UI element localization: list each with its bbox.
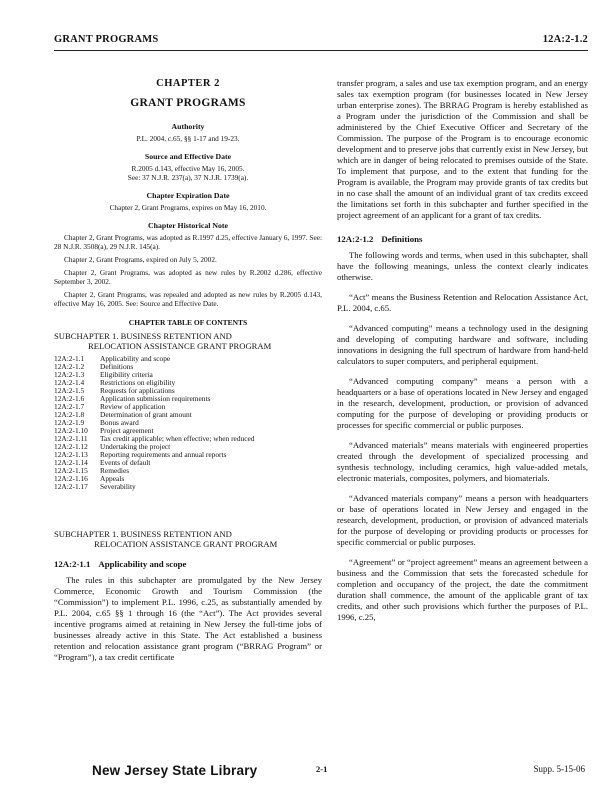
source-heading: Source and Effective Date: [144, 152, 232, 161]
toc-entry-number: 12A:2-1.13: [54, 450, 88, 459]
toc-entry[interactable]: [54, 355, 254, 363]
section-number: 12A:2-1.1: [54, 559, 91, 569]
right-column: [337, 78, 588, 632]
chapter-title: GRANT PROGRAMS: [130, 97, 246, 109]
toc-entry-title: Events of default: [100, 458, 151, 467]
running-header: [54, 34, 588, 48]
authority-text: P.L. 2004, c.65, §§ 1-17 and 19-23.: [136, 134, 240, 143]
toc-subchapter-line-1: SUBCHAPTER 1. BUSINESS RETENTION AND: [54, 331, 232, 341]
toc-entry-title: Application submission requirements: [100, 394, 211, 403]
toc-entry-number: 12A:2-1.7: [54, 402, 85, 411]
toc-entry[interactable]: [54, 363, 254, 371]
subchapter-title: [54, 529, 322, 549]
source-line-2: See: 37 N.J.R. 237(a), 37 N.J.R. 1739(a).: [127, 173, 249, 182]
page-number: 2-1: [316, 764, 328, 774]
section-heading-1-1: [54, 559, 322, 569]
definition-paragraph: “Advanced materials” means materials with engineered properties created through the development of specialized processing and synthesis technology, including ceramics, high value-added metals, electronic materials, composites, polymers, and biomaterials.: [337, 440, 588, 483]
section-number: 12A:2-1.2: [337, 234, 374, 244]
header-section-number: 12A:2-1.2: [542, 34, 588, 45]
toc-entry-title: Undertaking the project: [100, 442, 171, 451]
toc-heading: CHAPTER TABLE OF CONTENTS: [128, 318, 248, 327]
toc-entry-number: 12A:2-1.14: [54, 458, 88, 467]
library-stamp: New Jersey State Library: [92, 763, 258, 778]
body-paragraph-continued: transfer program, a sales and use tax exemption program, and an energy sales tax exemption program (for businesses located in New Jersey urban enterprise zones). The BRRAG Program is hereby established as a Program under the jurisdiction of the Commission and shall be administered by the Chief Executive Officer and Secretary of the Commission. The purpose of the Program is to encourage economic development and to preserve jobs that currently exist in New Jersey, but which are in danger of being relocated to premises outside of the State. To implement that purpose, and to the extent that funding for the Program is available, the Program may provide grants of tax credits but in no case shall the amount of an individual grant of tax credits exceed the limitations set forth in this subchapter and further specified in the project agreement of an applicant for a grant of tax credits.: [337, 78, 588, 220]
history-note: Chapter 2, Grant Programs, expired on July 5, 2002.: [64, 255, 217, 264]
toc-entry-number: 12A:2-1.6: [54, 394, 85, 403]
toc-entry-title: Reporting requirements and annual reports: [100, 450, 227, 459]
section-title: Applicability and scope: [98, 559, 187, 569]
history-note: Chapter 2, Grant Programs, was adopted as R.1997 d.25, effective January 6, 1997. See: 28 N.J.R. 3508(a), 29 N.J.R. 145(a).: [54, 233, 322, 251]
definition-paragraph: “Act” means the Business Retention and Relocation Assistance Act, P.L. 2004, c.65.: [337, 292, 588, 313]
toc-entry-number: 12A:2-1.9: [54, 418, 85, 427]
toc-entry-title: Review of application: [100, 402, 166, 411]
body-paragraph: The rules in this subchapter are promulgated by the New Jersey Commerce, Economic Growth and Tourism Commission (the “Commission”) to implement P.L. 1996, c.25, as substantially amended by P.L. 2004, c.65 §§ 1 through 16 (the “Act”). The Act provides several incentive programs aimed at retaining in New Jersey the full-time jobs of businesses already active in this State. The Act established a business retention and relocation assistance grant program (“BRRAG Program” or “Program”), a tax credit certificate: [54, 575, 322, 662]
history-heading: Chapter Historical Note: [148, 221, 228, 230]
left-column: [54, 78, 322, 671]
toc-entry-title: Definitions: [100, 362, 134, 371]
authority-heading: Authority: [171, 122, 205, 131]
page-footer: [0, 763, 616, 783]
toc-entry-number: 12A:2-1.12: [54, 442, 88, 451]
header-rule: [54, 50, 588, 51]
definition-paragraph: The following words and terms, when used in this subchapter, shall have the following meanings, unless the context clearly indicates otherwise.: [337, 250, 588, 282]
toc-entry-title: Tax credit applicable; when effective; when reduced: [100, 434, 255, 443]
toc-subchapter-title: [54, 332, 322, 351]
toc-entry[interactable]: [54, 411, 254, 419]
toc-entry-number: 12A:2-1.16: [54, 474, 88, 483]
toc-entry-number: 12A:2-1.8: [54, 410, 85, 419]
expiration-text: Chapter 2, Grant Programs, expires on May 16, 2010.: [109, 203, 267, 212]
toc-entry-title: Eligibility criteria: [100, 370, 153, 379]
toc-entry-title: Project agreement: [100, 426, 154, 435]
toc-entry-number: 12A:2-1.2: [54, 362, 85, 371]
toc-entry[interactable]: [54, 483, 254, 491]
toc-table: [54, 355, 254, 491]
toc-entry-number: 12A:2-1.4: [54, 378, 85, 387]
toc-entry-number: 12A:2-1.17: [54, 482, 88, 491]
history-note: Chapter 2, Grant Programs, was repealed and adopted as new rules by R.2005 d.143, effective May 16, 2005. See: Source and Effective Date.: [54, 290, 322, 308]
source-line-1: R.2005 d.143, effective May 16, 2005.: [131, 164, 245, 173]
toc-entry-title: Restrictions on eligibility: [100, 378, 176, 387]
toc-entry-number: 12A:2-1.1: [54, 354, 85, 363]
toc-entry-title: Requests for applications: [100, 386, 175, 395]
toc-entry-title: Severability: [100, 482, 136, 491]
definition-paragraph: “Advanced materials company” means a person with headquarters or base of operations located in New Jersey and engaged in the research, development, production, or provision of advanced materials for the purpose of developing or providing products or processes for specific commercial or public purposes.: [337, 493, 588, 547]
toc-entry-number: 12A:2-1.5: [54, 386, 85, 395]
definition-paragraph: “Agreement” or “project agreement” means an agreement between a business and the Commission that sets the forecasted schedule for completion and occupancy of the project, the date the commitment duration shall commence, the amount of the applicable grant of tax credits, and other such provisions which further the purposes of P.L. 1996, c.25,: [337, 557, 588, 622]
toc-entry-number: 12A:2-1.10: [54, 426, 88, 435]
supplement-date: Supp. 5-15-06: [533, 764, 585, 774]
toc-entry-number: 12A:2-1.15: [54, 466, 88, 475]
section-heading-1-2: [337, 234, 588, 244]
definition-paragraph: “Advanced computing company” means a person with a headquarters or a base of operations located in New Jersey and engaged in the research, development, production, or provision of advanced computing for the purpose of developing or providing products or processes for specific commercial or public purposes.: [337, 376, 588, 430]
toc-subchapter-line-2: RELOCATION ASSISTANCE GRANT PROGRAM: [88, 340, 272, 351]
subchapter-line-2: RELOCATION ASSISTANCE GRANT PROGRAM: [94, 539, 278, 549]
definition-paragraph: “Advanced computing” means a technology used in the designing and developing of computing hardware and software, including innovations in designing the full spectrum of hardware from hand-held calculators to super computers, and peripheral equipment.: [337, 323, 588, 366]
toc-entry-number: 12A:2-1.3: [54, 370, 85, 379]
header-title: GRANT PROGRAMS: [54, 34, 159, 45]
chapter-label: CHAPTER 2: [156, 78, 220, 89]
toc-entry-title: Appeals: [100, 474, 125, 483]
section-title: Definitions: [381, 234, 423, 244]
subchapter-line-1: SUBCHAPTER 1. BUSINESS RETENTION AND: [54, 529, 232, 539]
toc-entry-title: Determination of grant amount: [100, 410, 192, 419]
toc-entry-title: Bonus award: [100, 418, 139, 427]
toc-entry-number: 12A:2-1.11: [54, 434, 88, 443]
history-note: Chapter 2, Grant Programs, was adopted as new rules by R.2002 d.286, effective September 3, 2002.: [54, 268, 322, 286]
toc-entry-title: Remedies: [100, 466, 130, 475]
toc-entry-title: Applicability and scope: [100, 354, 171, 363]
expiration-heading: Chapter Expiration Date: [146, 191, 230, 200]
